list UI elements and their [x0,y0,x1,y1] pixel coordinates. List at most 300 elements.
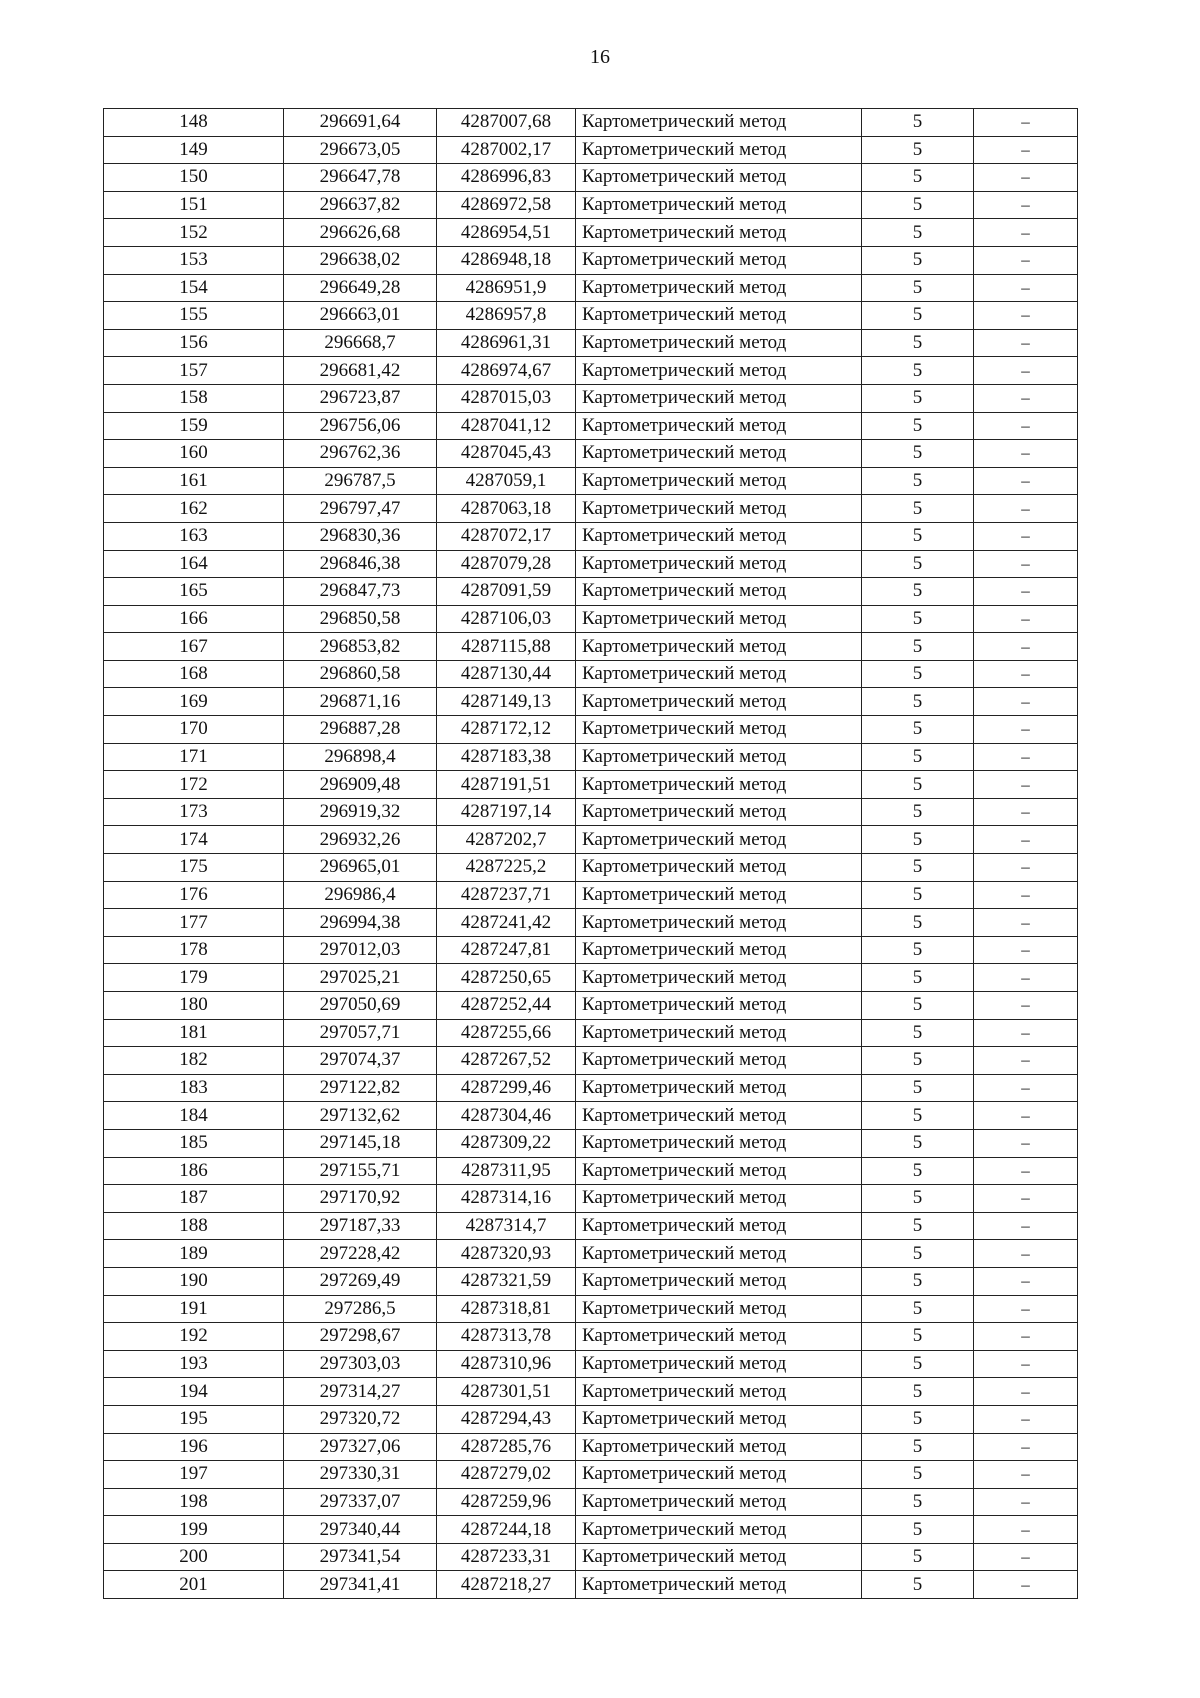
table-row [104,329,1078,357]
method-cell: Картометрический метод [576,1185,862,1213]
accuracy-cell: 5 [862,1074,974,1102]
x-coordinate-cell: 296647,78 [284,164,437,192]
y-coordinate-cell: 4287267,52 [437,1047,576,1075]
note-cell: – [974,1405,1078,1433]
note-cell: – [974,274,1078,302]
note-cell: – [974,412,1078,440]
note-cell: – [974,1129,1078,1157]
method-cell: Картометрический метод [576,522,862,550]
table-row [104,412,1078,440]
method-cell: Картометрический метод [576,1295,862,1323]
x-coordinate-cell: 297330,31 [284,1461,437,1489]
note-cell: – [974,357,1078,385]
x-coordinate-cell: 296860,58 [284,660,437,688]
y-coordinate-cell: 4287106,03 [437,605,576,633]
y-coordinate-cell: 4287041,12 [437,412,576,440]
accuracy-cell: 5 [862,246,974,274]
method-cell: Картометрический метод [576,412,862,440]
point-number-cell: 153 [104,246,284,274]
y-coordinate-cell: 4287015,03 [437,384,576,412]
table-row [104,992,1078,1020]
x-coordinate-cell: 297122,82 [284,1074,437,1102]
method-cell: Картометрический метод [576,992,862,1020]
note-cell: – [974,1074,1078,1102]
y-coordinate-cell: 4287320,93 [437,1240,576,1268]
note-cell: – [974,1543,1078,1571]
table-row [104,1102,1078,1130]
table-row [104,1157,1078,1185]
method-cell: Картометрический метод [576,329,862,357]
method-cell: Картометрический метод [576,1571,862,1599]
table-row [104,1019,1078,1047]
note-cell: – [974,881,1078,909]
point-number-cell: 181 [104,1019,284,1047]
table-row [104,936,1078,964]
point-number-cell: 180 [104,992,284,1020]
note-cell: – [974,798,1078,826]
method-cell: Картометрический метод [576,302,862,330]
y-coordinate-cell: 4287079,28 [437,550,576,578]
table-row [104,964,1078,992]
y-coordinate-cell: 4287294,43 [437,1405,576,1433]
point-number-cell: 184 [104,1102,284,1130]
y-coordinate-cell: 4287313,78 [437,1323,576,1351]
note-cell: – [974,1350,1078,1378]
y-coordinate-cell: 4286957,8 [437,302,576,330]
accuracy-cell: 5 [862,274,974,302]
method-cell: Картометрический метод [576,467,862,495]
point-number-cell: 159 [104,412,284,440]
accuracy-cell: 5 [862,578,974,606]
table-row [104,384,1078,412]
note-cell: – [974,716,1078,744]
note-cell: – [974,660,1078,688]
table-row [104,1350,1078,1378]
method-cell: Картометрический метод [576,550,862,578]
y-coordinate-cell: 4287059,1 [437,467,576,495]
x-coordinate-cell: 297057,71 [284,1019,437,1047]
x-coordinate-cell: 297155,71 [284,1157,437,1185]
note-cell: – [974,1212,1078,1240]
y-coordinate-cell: 4286954,51 [437,219,576,247]
accuracy-cell: 5 [862,854,974,882]
table-row [104,854,1078,882]
method-cell: Картометрический метод [576,1405,862,1433]
accuracy-cell: 5 [862,329,974,357]
note-cell: – [974,1157,1078,1185]
method-cell: Картометрический метод [576,1433,862,1461]
point-number-cell: 193 [104,1350,284,1378]
accuracy-cell: 5 [862,743,974,771]
method-cell: Картометрический метод [576,164,862,192]
table-row [104,1378,1078,1406]
accuracy-cell: 5 [862,1129,974,1157]
y-coordinate-cell: 4286951,9 [437,274,576,302]
point-number-cell: 199 [104,1516,284,1544]
x-coordinate-cell: 296986,4 [284,881,437,909]
x-coordinate-cell: 297314,27 [284,1378,437,1406]
note-cell: – [974,688,1078,716]
point-number-cell: 154 [104,274,284,302]
note-cell: – [974,1185,1078,1213]
point-number-cell: 163 [104,522,284,550]
table-row [104,302,1078,330]
table-row [104,1516,1078,1544]
method-cell: Картометрический метод [576,1543,862,1571]
method-cell: Картометрический метод [576,495,862,523]
accuracy-cell: 5 [862,716,974,744]
note-cell: – [974,1047,1078,1075]
y-coordinate-cell: 4286948,18 [437,246,576,274]
accuracy-cell: 5 [862,992,974,1020]
y-coordinate-cell: 4287314,16 [437,1185,576,1213]
method-cell: Картометрический метод [576,109,862,137]
accuracy-cell: 5 [862,164,974,192]
accuracy-cell: 5 [862,550,974,578]
accuracy-cell: 5 [862,1433,974,1461]
accuracy-cell: 5 [862,1185,974,1213]
accuracy-cell: 5 [862,495,974,523]
accuracy-cell: 5 [862,660,974,688]
method-cell: Картометрический метод [576,716,862,744]
x-coordinate-cell: 296663,01 [284,302,437,330]
table-row [104,605,1078,633]
table-row [104,1129,1078,1157]
point-number-cell: 182 [104,1047,284,1075]
note-cell: – [974,1102,1078,1130]
note-cell: – [974,136,1078,164]
accuracy-cell: 5 [862,302,974,330]
accuracy-cell: 5 [862,771,974,799]
note-cell: – [974,1461,1078,1489]
table-row [104,274,1078,302]
note-cell: – [974,1571,1078,1599]
point-number-cell: 195 [104,1405,284,1433]
x-coordinate-cell: 297340,44 [284,1516,437,1544]
table-row [104,219,1078,247]
method-cell: Картометрический метод [576,633,862,661]
method-cell: Картометрический метод [576,219,862,247]
accuracy-cell: 5 [862,191,974,219]
table-row [104,1433,1078,1461]
accuracy-cell: 5 [862,440,974,468]
accuracy-cell: 5 [862,1323,974,1351]
point-number-cell: 172 [104,771,284,799]
y-coordinate-cell: 4286996,83 [437,164,576,192]
point-number-cell: 190 [104,1267,284,1295]
note-cell: – [974,1516,1078,1544]
note-cell: – [974,964,1078,992]
point-number-cell: 198 [104,1488,284,1516]
point-number-cell: 152 [104,219,284,247]
method-cell: Картометрический метод [576,1461,862,1489]
accuracy-cell: 5 [862,412,974,440]
y-coordinate-cell: 4287252,44 [437,992,576,1020]
table-row [104,1405,1078,1433]
note-cell: – [974,219,1078,247]
table-row [104,716,1078,744]
method-cell: Картометрический метод [576,1212,862,1240]
method-cell: Картометрический метод [576,440,862,468]
method-cell: Картометрический метод [576,660,862,688]
method-cell: Картометрический метод [576,1323,862,1351]
point-number-cell: 177 [104,909,284,937]
y-coordinate-cell: 4287304,46 [437,1102,576,1130]
table-row [104,1047,1078,1075]
accuracy-cell: 5 [862,1461,974,1489]
note-cell: – [974,909,1078,937]
x-coordinate-cell: 296637,82 [284,191,437,219]
coordinates-table-body [104,109,1078,1599]
x-coordinate-cell: 297187,33 [284,1212,437,1240]
table-row [104,1267,1078,1295]
note-cell: – [974,1488,1078,1516]
method-cell: Картометрический метод [576,798,862,826]
table-row [104,191,1078,219]
y-coordinate-cell: 4287045,43 [437,440,576,468]
y-coordinate-cell: 4287299,46 [437,1074,576,1102]
x-coordinate-cell: 296649,28 [284,274,437,302]
table-row [104,1488,1078,1516]
method-cell: Картометрический метод [576,246,862,274]
method-cell: Картометрический метод [576,357,862,385]
accuracy-cell: 5 [862,605,974,633]
method-cell: Картометрический метод [576,578,862,606]
point-number-cell: 197 [104,1461,284,1489]
x-coordinate-cell: 297170,92 [284,1185,437,1213]
accuracy-cell: 5 [862,1488,974,1516]
note-cell: – [974,1378,1078,1406]
method-cell: Картометрический метод [576,688,862,716]
y-coordinate-cell: 4287130,44 [437,660,576,688]
accuracy-cell: 5 [862,1571,974,1599]
x-coordinate-cell: 297269,49 [284,1267,437,1295]
point-number-cell: 157 [104,357,284,385]
y-coordinate-cell: 4287197,14 [437,798,576,826]
point-number-cell: 151 [104,191,284,219]
x-coordinate-cell: 297298,67 [284,1323,437,1351]
x-coordinate-cell: 296787,5 [284,467,437,495]
point-number-cell: 170 [104,716,284,744]
method-cell: Картометрический метод [576,1267,862,1295]
y-coordinate-cell: 4286974,67 [437,357,576,385]
y-coordinate-cell: 4287285,76 [437,1433,576,1461]
table-row [104,688,1078,716]
accuracy-cell: 5 [862,1157,974,1185]
x-coordinate-cell: 296723,87 [284,384,437,412]
point-number-cell: 187 [104,1185,284,1213]
point-number-cell: 183 [104,1074,284,1102]
note-cell: – [974,633,1078,661]
x-coordinate-cell: 297074,37 [284,1047,437,1075]
note-cell: – [974,1295,1078,1323]
y-coordinate-cell: 4287091,59 [437,578,576,606]
point-number-cell: 201 [104,1571,284,1599]
x-coordinate-cell: 296626,68 [284,219,437,247]
x-coordinate-cell: 297341,54 [284,1543,437,1571]
y-coordinate-cell: 4287007,68 [437,109,576,137]
table-row [104,633,1078,661]
point-number-cell: 189 [104,1240,284,1268]
method-cell: Картометрический метод [576,1102,862,1130]
note-cell: – [974,1323,1078,1351]
table-row [104,1543,1078,1571]
note-cell: – [974,246,1078,274]
y-coordinate-cell: 4287321,59 [437,1267,576,1295]
accuracy-cell: 5 [862,136,974,164]
note-cell: – [974,329,1078,357]
y-coordinate-cell: 4287255,66 [437,1019,576,1047]
table-row [104,771,1078,799]
y-coordinate-cell: 4287279,02 [437,1461,576,1489]
accuracy-cell: 5 [862,1378,974,1406]
table-row [104,1571,1078,1599]
note-cell: – [974,1267,1078,1295]
accuracy-cell: 5 [862,633,974,661]
note-cell: – [974,467,1078,495]
accuracy-cell: 5 [862,964,974,992]
method-cell: Картометрический метод [576,826,862,854]
y-coordinate-cell: 4287202,7 [437,826,576,854]
x-coordinate-cell: 296846,38 [284,550,437,578]
method-cell: Картометрический метод [576,1378,862,1406]
y-coordinate-cell: 4287247,81 [437,936,576,964]
method-cell: Картометрический метод [576,1047,862,1075]
x-coordinate-cell: 297286,5 [284,1295,437,1323]
y-coordinate-cell: 4287063,18 [437,495,576,523]
point-number-cell: 194 [104,1378,284,1406]
accuracy-cell: 5 [862,522,974,550]
point-number-cell: 200 [104,1543,284,1571]
y-coordinate-cell: 4287225,2 [437,854,576,882]
y-coordinate-cell: 4287311,95 [437,1157,576,1185]
y-coordinate-cell: 4287218,27 [437,1571,576,1599]
accuracy-cell: 5 [862,357,974,385]
point-number-cell: 179 [104,964,284,992]
accuracy-cell: 5 [862,1019,974,1047]
method-cell: Картометрический метод [576,1240,862,1268]
method-cell: Картометрический метод [576,136,862,164]
method-cell: Картометрический метод [576,854,862,882]
table-row [104,1295,1078,1323]
y-coordinate-cell: 4287309,22 [437,1129,576,1157]
method-cell: Картометрический метод [576,771,862,799]
table-row [104,1074,1078,1102]
table-row [104,1185,1078,1213]
x-coordinate-cell: 296909,48 [284,771,437,799]
note-cell: – [974,743,1078,771]
method-cell: Картометрический метод [576,191,862,219]
accuracy-cell: 5 [862,881,974,909]
note-cell: – [974,826,1078,854]
point-number-cell: 192 [104,1323,284,1351]
accuracy-cell: 5 [862,826,974,854]
point-number-cell: 155 [104,302,284,330]
y-coordinate-cell: 4287002,17 [437,136,576,164]
coordinates-table [103,108,1078,1599]
table-row [104,246,1078,274]
x-coordinate-cell: 296994,38 [284,909,437,937]
accuracy-cell: 5 [862,384,974,412]
page-number: 16 [590,46,610,68]
accuracy-cell: 5 [862,1102,974,1130]
y-coordinate-cell: 4287149,13 [437,688,576,716]
note-cell: – [974,992,1078,1020]
note-cell: – [974,191,1078,219]
note-cell: – [974,495,1078,523]
x-coordinate-cell: 297337,07 [284,1488,437,1516]
note-cell: – [974,936,1078,964]
note-cell: – [974,109,1078,137]
accuracy-cell: 5 [862,936,974,964]
point-number-cell: 196 [104,1433,284,1461]
note-cell: – [974,164,1078,192]
accuracy-cell: 5 [862,909,974,937]
table-row [104,881,1078,909]
x-coordinate-cell: 297012,03 [284,936,437,964]
x-coordinate-cell: 296668,7 [284,329,437,357]
x-coordinate-cell: 296871,16 [284,688,437,716]
x-coordinate-cell: 296762,36 [284,440,437,468]
note-cell: – [974,854,1078,882]
accuracy-cell: 5 [862,1267,974,1295]
point-number-cell: 160 [104,440,284,468]
note-cell: – [974,550,1078,578]
x-coordinate-cell: 296853,82 [284,633,437,661]
x-coordinate-cell: 296850,58 [284,605,437,633]
x-coordinate-cell: 297327,06 [284,1433,437,1461]
x-coordinate-cell: 296919,32 [284,798,437,826]
accuracy-cell: 5 [862,1350,974,1378]
x-coordinate-cell: 296887,28 [284,716,437,744]
x-coordinate-cell: 297025,21 [284,964,437,992]
note-cell: – [974,605,1078,633]
x-coordinate-cell: 296681,42 [284,357,437,385]
accuracy-cell: 5 [862,1295,974,1323]
x-coordinate-cell: 296673,05 [284,136,437,164]
point-number-cell: 173 [104,798,284,826]
method-cell: Картометрический метод [576,909,862,937]
note-cell: – [974,1433,1078,1461]
point-number-cell: 162 [104,495,284,523]
y-coordinate-cell: 4287250,65 [437,964,576,992]
x-coordinate-cell: 296797,47 [284,495,437,523]
table-row [104,578,1078,606]
y-coordinate-cell: 4287318,81 [437,1295,576,1323]
point-number-cell: 185 [104,1129,284,1157]
y-coordinate-cell: 4287191,51 [437,771,576,799]
point-number-cell: 149 [104,136,284,164]
accuracy-cell: 5 [862,1047,974,1075]
note-cell: – [974,522,1078,550]
point-number-cell: 156 [104,329,284,357]
point-number-cell: 174 [104,826,284,854]
note-cell: – [974,1019,1078,1047]
x-coordinate-cell: 296898,4 [284,743,437,771]
y-coordinate-cell: 4287237,71 [437,881,576,909]
accuracy-cell: 5 [862,1212,974,1240]
table-row [104,467,1078,495]
y-coordinate-cell: 4287183,38 [437,743,576,771]
x-coordinate-cell: 297303,03 [284,1350,437,1378]
y-coordinate-cell: 4286972,58 [437,191,576,219]
note-cell: – [974,302,1078,330]
x-coordinate-cell: 297132,62 [284,1102,437,1130]
table-row [104,743,1078,771]
accuracy-cell: 5 [862,1543,974,1571]
table-row [104,798,1078,826]
table-row [104,1323,1078,1351]
